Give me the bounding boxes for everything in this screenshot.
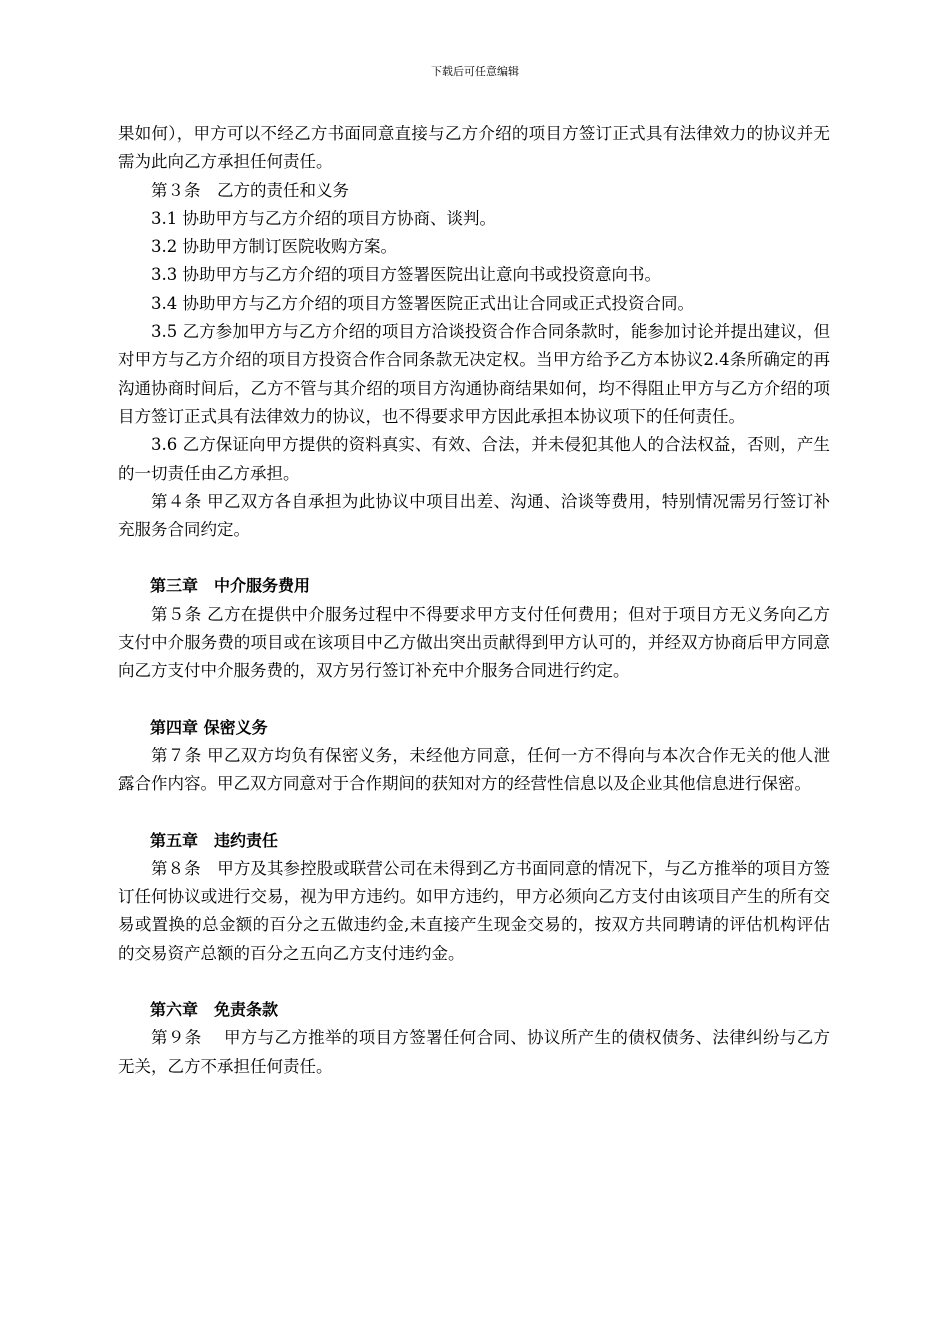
article-4: 第４条 甲乙双方各自承担为此协议中项目出差、沟通、洽谈等费用，特别情况需另行签订补充服务合同约定。 (118, 491, 830, 540)
paragraph-continuation: 果如何），甲方可以不经乙方书面同意直接与乙方介绍的项目方签订正式具有法律效力的协议并无需为此向乙方承担任何责任。 (118, 124, 830, 172)
article-5: 第５条 乙方在提供中介服务过程中不得要求甲方支付任何费用；但对于项目方无义务向乙方支付中介服务费的项目或在该项目中乙方做出突出贡献得到甲方认可的，并经双方协商后甲方同意向乙方支付中介服务费的，双方另行签订补充中介服务合同进行约定。 (118, 604, 830, 681)
clause-3-1: 3.1 协助甲方与乙方介绍的项目方协商、谈判。 (151, 208, 496, 228)
article-3-title: 第３条 乙方的责任和义务 (151, 180, 349, 200)
article-8: 第８条 甲方及其参控股或联营公司在未得到乙方书面同意的情况下，与乙方推举的项目方签订任何协议或进行交易，视为甲方违约。如甲方违约，甲方必须向乙方支付由该项目产生的所有交易或置换的总金额的百分之五做违约金,未直接产生现金交易的，按双方共同聘请的评估机构评估的交易资产总额的百分之五向乙方支付违约金。 (118, 858, 830, 963)
clause-3-5: 3.5 乙方参加甲方与乙方介绍的项目方洽谈投资合作合同条款时，能参加讨论并提出建议，但对甲方与乙方介绍的项目方投资合作合同条款无决定权。当甲方给予乙方本协议2.4条所确定的再沟通协商时间后，乙方不管与其介绍的项目方沟通协商结果如何，均不得阻止甲方与乙方介绍的项目方签订正式具有法律效力的协议，也不得要求甲方因此承担本协议项下的任何责任。 (118, 322, 830, 426)
clause-3-2: 3.2 协助甲方制订医院收购方案。 (151, 237, 397, 257)
chapter-3-heading: 第三章 中介服务费用 (150, 576, 311, 596)
chapter-6-heading: 第六章 免责条款 (150, 1000, 279, 1020)
clause-3-6: 3.6 乙方保证向甲方提供的资料真实、有效、合法，并未侵犯其他人的合法权益，否则，产生的一切责任由乙方承担。 (118, 435, 830, 483)
article-7: 第７条 甲乙双方均负有保密义务，未经他方同意，任何一方不得向与本次合作无关的他人泄露合作内容。甲乙双方同意对于合作期间的获知对方的经营性信息以及企业其他信息进行保密。 (118, 745, 830, 794)
clause-3-4: 3.4 协助甲方与乙方介绍的项目方签署医院正式出让合同或正式投资合同。 (151, 293, 694, 313)
chapter-4-heading: 第四章 保密义务 (150, 717, 268, 737)
article-9: 第９条 甲方与乙方推举的项目方签署任何合同、协议所产生的债权债务、法律纠纷与乙方无关，乙方不承担任何责任。 (118, 1028, 830, 1076)
document-body (118, 120, 830, 1081)
chapter-5-heading: 第五章 违约责任 (150, 830, 279, 850)
clause-3-3: 3.3 协助甲方与乙方介绍的项目方签署医院出让意向书或投资意向书。 (151, 265, 661, 285)
page-header: 下载后可任意编辑 (431, 65, 519, 78)
